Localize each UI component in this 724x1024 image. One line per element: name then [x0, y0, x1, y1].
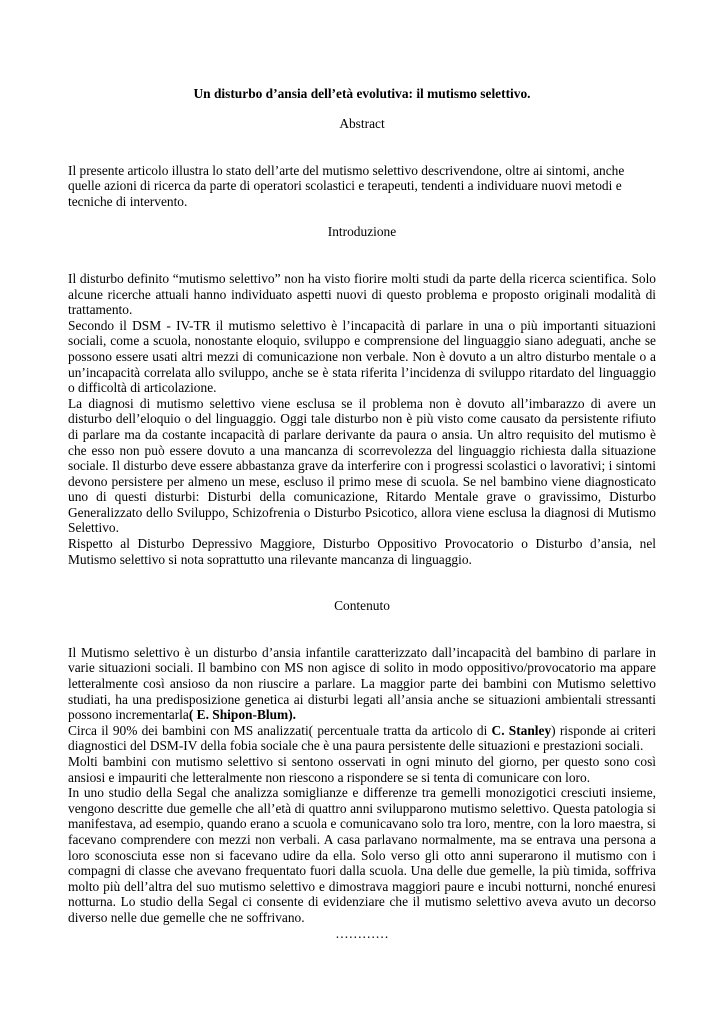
abstract-text: Il presente articolo illustra lo stato dell’arte del mutismo selettivo descrivendone, oltre ai sintomi, anche quelle azioni di ricerca da parte di operatori scolastici e terapeuti, tendenti a individuare nuovi metodi e tecniche di intervento. — [68, 162, 625, 209]
contenuto-paragraph-2-text-a: Circa il 90% dei bambini con MS analizzati( percentuale tratta da articolo di — [68, 722, 492, 738]
contenuto-paragraph-1 — [68, 645, 656, 723]
ellipsis-continuation: ………… — [335, 925, 389, 941]
document-title: Un disturbo d’ansia dell’età evolutiva: il mutismo selettivo. — [193, 86, 531, 101]
introduzione-heading: Introduzione — [327, 224, 397, 240]
contenuto-paragraph-2-text-b: ) risponde ai criteri diagnostici del DSM-IV della fobia sociale che è una paura persistente delle situazioni e prestazioni sociali. — [68, 722, 656, 754]
contenuto-paragraph-3: Molti bambini con mutismo selettivo si sentono osservati in ogni minuto del giorno, per questo sono così ansiosi e impauriti che letteralmente non riescono a rispondere se si tenta di comunicare con loro. — [68, 754, 656, 785]
introduzione-paragraph-1: Il disturbo definito “mutismo selettivo” non ha visto fiorire molti studi da parte della ricerca scientifica. Solo alcune ricerche attuali hanno individuato aspetti nuovi di questo problema e proposto originali modalità di trattamento. — [68, 270, 656, 318]
contenuto-heading: Contenuto — [334, 598, 390, 614]
contenuto-paragraph-2 — [68, 723, 656, 754]
contenuto-paragraph-1-text: Il Mutismo selettivo è un disturbo d’ansia infantile caratterizzato dall’incapacità del bambino di parlare in varie situazioni sociali. Il bambino con MS non agisce di solito in modo oppositivo/provocatorio ma appare letteralmente così ansioso da non riuscire a parlare. La maggior parte dei bambini con Mutismo selettivo studiati, ha una predisposizione genetica ai disturbi legati all’ansia anche se situazioni ambientali stressanti possono incrementarla — [68, 644, 656, 723]
introduzione-paragraph-2: Secondo il DSM - IV-TR il mutismo selettivo è l’incapacità di parlare in una o più importanti situazioni sociali, come a scuola, nonostante eloquio, sviluppo e comprensione del linguaggio siano adeguati, anche se possono essere usati altri mezzi di comunicazione non verbale. Non è dovuto a un altro disturbo mentale o a un’incapacità correlata allo sviluppo, anche se è stata riferita l’incidenza di sviluppo ritardato del linguaggio o difficoltà di articolazione. — [68, 317, 656, 396]
citation-stanley: C. Stanley — [491, 722, 552, 738]
document-page — [68, 86, 656, 941]
abstract-heading: Abstract — [339, 116, 385, 131]
introduzione-paragraph-3: La diagnosi di mutismo selettivo viene esclusa se il problema non è dovuto all’imbarazzo di avere un disturbo dell’eloquio o del linguaggio. Oggi tale disturbo non è più visto come causato da persistente rifiuto di parlare ma da costante incapacità di parlare derivante da paura o ansia. Un altro requisito del mutismo è che esso non può essere dovuto a una mancanza di scorrevolezza del linguaggio richiesta dalla situazione sociale. Il disturbo deve essere abbastanza grave da interferire con i progressi scolastici o lavorativi; i sintomi devono persistere per almeno un mese, escluso il primo mese di scuola. Se nel bambino viene diagnosticato uno di questi disturbi: Disturbi della comunicazione, Ritardo Mentale grave o gravissimo, Disturbo Generalizzato dello Sviluppo, Schizofrenia o Disturbo Psicotico, allora viene esclusa la diagnosi di Mutismo Selettivo. — [68, 395, 656, 536]
citation-shipon-blum: ( E. Shipon-Blum). — [188, 707, 297, 723]
contenuto-paragraph-4: In uno studio della Segal che analizza somiglianze e differenze tra gemelli monozigotici cresciuti insieme, vengono descritte due gemelle che all’età di quattro anni svilupparono mutismo selettivo. Questa patologia si manifestava, ad esempio, quando erano a scuola e comunicavano solo tra loro, mentre, con la loro maestra, si facevano comprendere con mezzi non verbali. A casa parlavano normalmente, ma se entrava una persona a loro sconosciuta esse non si facevano udire da ella. Solo verso gli otto anni superarono il mutismo con i compagni di classe che avevano frequentato fuori dalla scuola. Una delle due gemelle, la più timida, soffriva molto più dell’altra del suo mutismo selettivo e dimostrava maggiori paure e incubi notturni, nonché enuresi notturna. Lo studio della Segal ci consente di evidenziare che il mutismo selettivo aveva avuto un decorso diverso nelle due gemelle che ne soffrivano. — [68, 785, 656, 925]
introduzione-paragraph-4: Rispetto al Disturbo Depressivo Maggiore, Disturbo Oppositivo Provocatorio o Disturbo d’ansia, nel Mutismo selettivo si nota soprattutto una rilevante mancanza di linguaggio. — [68, 536, 656, 567]
